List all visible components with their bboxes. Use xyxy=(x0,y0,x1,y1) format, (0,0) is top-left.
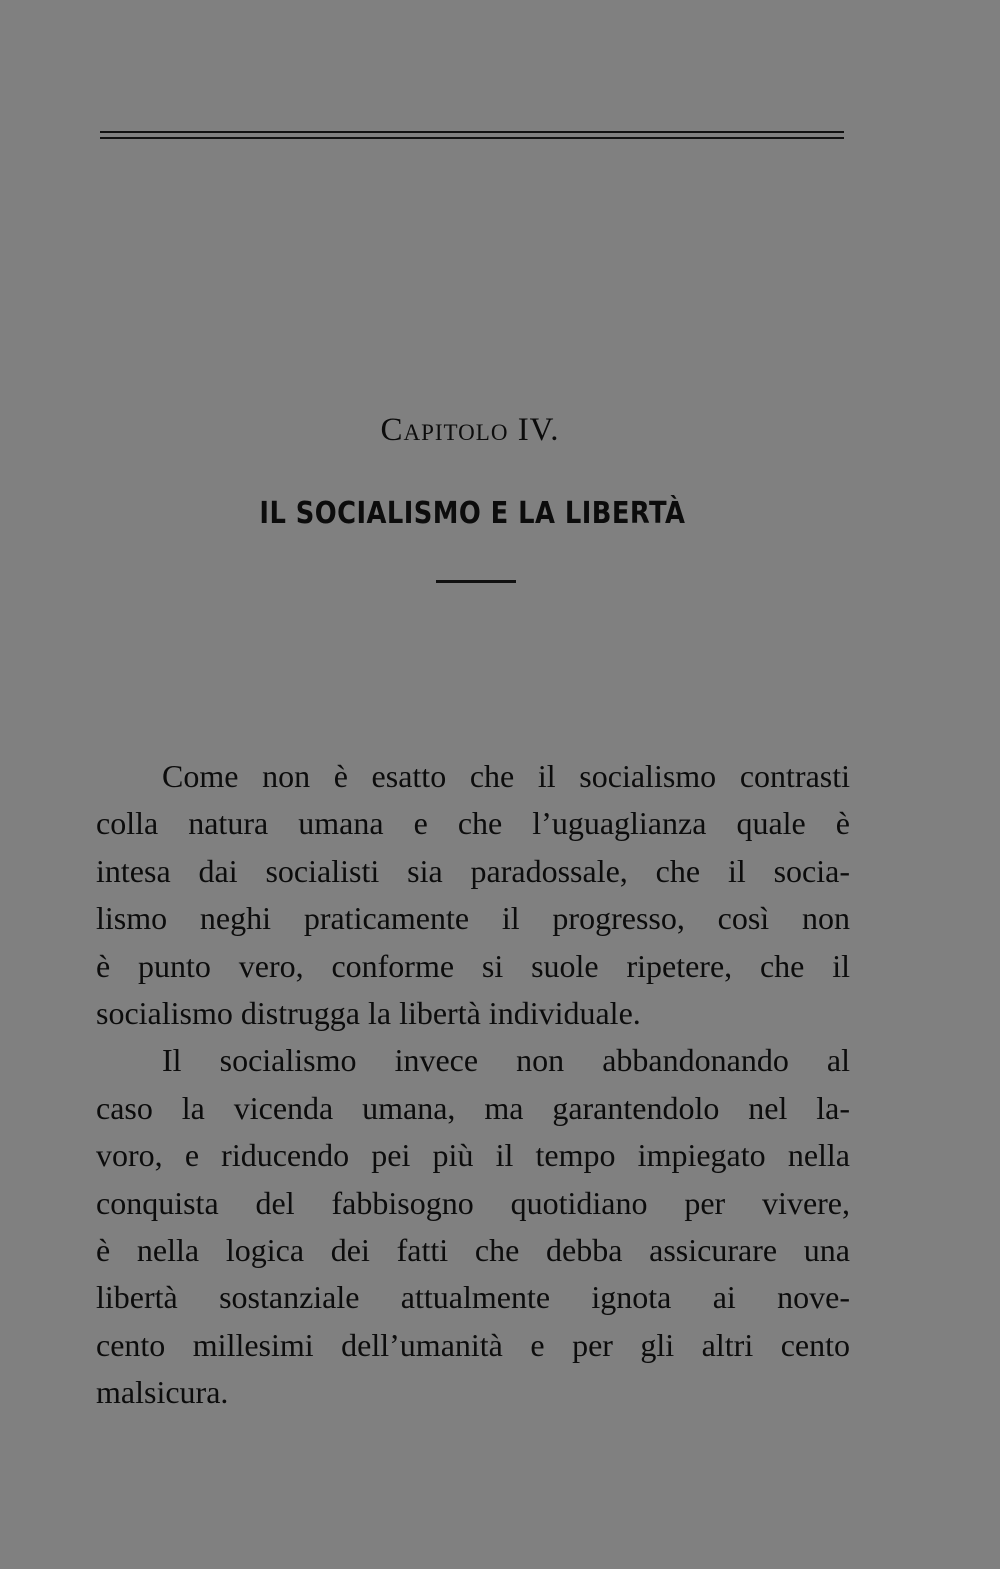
double-rule-header xyxy=(100,131,844,141)
paragraph-1 xyxy=(96,753,850,1037)
title-divider xyxy=(436,580,516,583)
text-line: cento millesimi dell’umanità e per gli altri cento xyxy=(96,1326,850,1363)
rule-line xyxy=(100,131,844,133)
text-line: conquista del fabbisogno quotidiano per vivere, xyxy=(96,1184,850,1221)
text-line: libertà sostanziale attualmente ignota ai nove- xyxy=(96,1279,850,1316)
text-line: colla natura umana e che l’uguaglianza quale è xyxy=(96,805,850,842)
chapter-number: Capitolo IV. xyxy=(380,412,560,448)
text-line: Il socialismo invece non abbandonando al xyxy=(162,1042,850,1079)
text-line: voro, e riducendo pei più il tempo impiegato nella xyxy=(96,1137,850,1174)
chapter-title: IL SOCIALISMO E LA LIBERTÀ xyxy=(259,496,686,531)
text-line: socialismo distrugga la libertà individuale. xyxy=(96,995,641,1032)
paragraph-2 xyxy=(96,1037,850,1416)
rule-line xyxy=(100,137,844,139)
chapter-body xyxy=(96,753,850,1417)
text-line: è punto vero, conforme si suole ripetere, che il xyxy=(96,947,850,984)
text-line: intesa dai socialisti sia paradossale, che il socia- xyxy=(96,852,850,889)
text-line: è nella logica dei fatti che debba assicurare una xyxy=(96,1232,850,1269)
text-line: malsicura. xyxy=(96,1374,229,1411)
text-line: caso la vicenda umana, ma garantendolo nel la- xyxy=(96,1089,850,1126)
text-line: Come non è esatto che il socialismo contrasti xyxy=(162,758,850,794)
text-line: lismo neghi praticamente il progresso, così non xyxy=(96,900,850,937)
